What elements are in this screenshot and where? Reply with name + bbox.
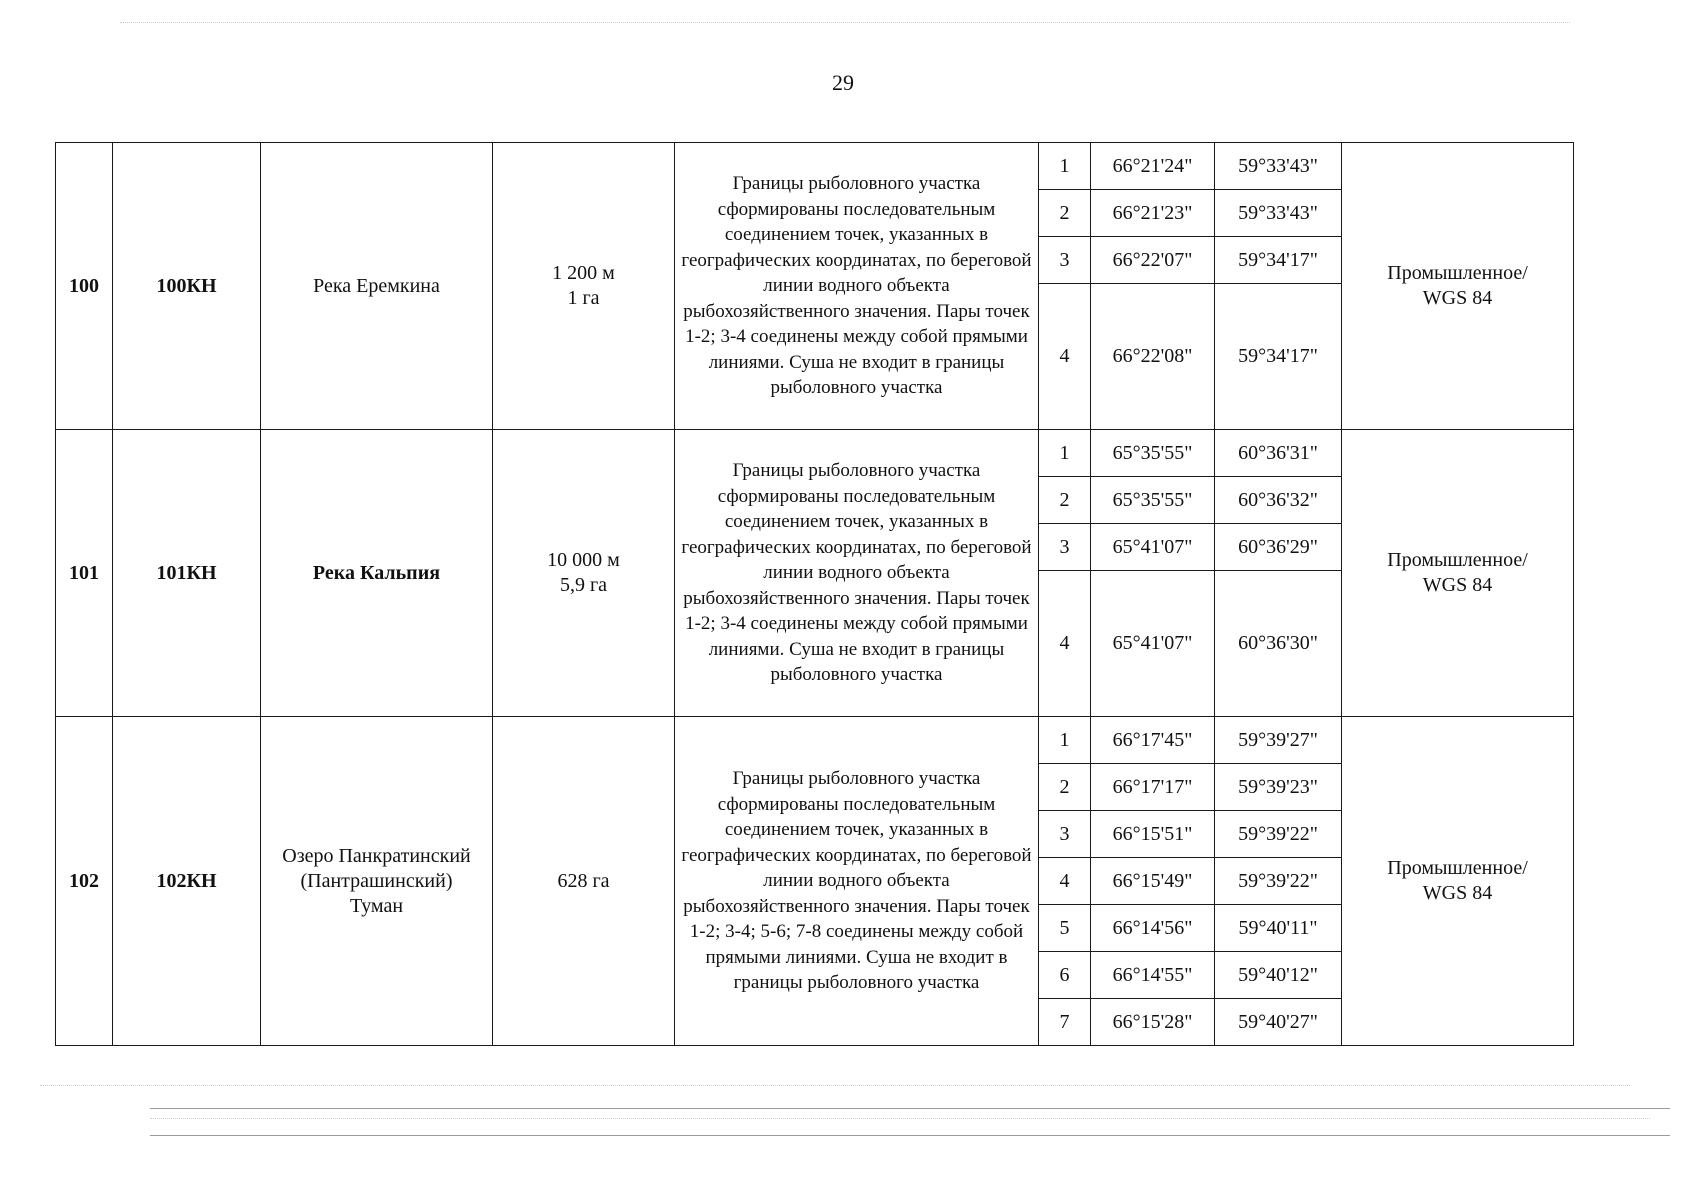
latitude: 66°21'23" xyxy=(1091,190,1215,237)
scan-artifact-top xyxy=(120,22,1570,23)
point-number: 3 xyxy=(1039,237,1091,284)
latitude: 65°35'55" xyxy=(1091,477,1215,524)
point-number: 5 xyxy=(1039,905,1091,952)
fishery-type: Промышленное/ WGS 84 xyxy=(1342,430,1574,717)
longitude: 60°36'30" xyxy=(1215,571,1342,717)
scan-artifact-bottom-1 xyxy=(40,1085,1630,1086)
table-row xyxy=(56,717,1574,764)
area-size: 10 000 м 5,9 га xyxy=(493,430,675,717)
water-body-name: Река Еремкина xyxy=(261,143,493,430)
point-number: 1 xyxy=(1039,143,1091,190)
latitude: 65°41'07" xyxy=(1091,524,1215,571)
latitude: 66°15'28" xyxy=(1091,999,1215,1046)
row-number: 100 xyxy=(56,143,113,430)
boundary-description: Границы рыболовного участка сформированы последовательным соединением точек, указанных в географических координатах, по береговой линии водного объекта рыбохозяйственного значения. Пары точек 1-2; 3-4 соединены между собой прямыми линиями. Суша не входит в границы рыболовного участка xyxy=(675,430,1039,717)
fishery-type: Промышленное/ WGS 84 xyxy=(1342,143,1574,430)
row-number: 102 xyxy=(56,717,113,1046)
longitude: 59°33'43" xyxy=(1215,143,1342,190)
latitude: 66°14'55" xyxy=(1091,952,1215,999)
table-row xyxy=(56,143,1574,190)
footer-rule-1 xyxy=(150,1108,1670,1109)
latitude: 66°22'07" xyxy=(1091,237,1215,284)
fishery-type: Промышленное/ WGS 84 xyxy=(1342,717,1574,1046)
water-body-name: Река Кальпия xyxy=(261,430,493,717)
point-number: 4 xyxy=(1039,284,1091,430)
point-number: 2 xyxy=(1039,477,1091,524)
point-number: 3 xyxy=(1039,811,1091,858)
fishing-areas-table xyxy=(55,142,1574,1046)
boundary-description: Границы рыболовного участка сформированы последовательным соединением точек, указанных в географических координатах, по береговой линии водного объекта рыбохозяйственного значения. Пары точек 1-2; 3-4 соединены между собой прямыми линиями. Суша не входит в границы рыболовного участка xyxy=(675,143,1039,430)
area-size: 628 га xyxy=(493,717,675,1046)
point-number: 2 xyxy=(1039,764,1091,811)
water-body-name: Озеро Панкратинский (Пантрашинский) Туман xyxy=(261,717,493,1046)
footer-rule-2 xyxy=(150,1135,1670,1136)
latitude: 66°15'51" xyxy=(1091,811,1215,858)
point-number: 1 xyxy=(1039,430,1091,477)
latitude: 66°15'49" xyxy=(1091,858,1215,905)
point-number: 3 xyxy=(1039,524,1091,571)
longitude: 59°40'27" xyxy=(1215,999,1342,1046)
latitude: 65°35'55" xyxy=(1091,430,1215,477)
longitude: 60°36'29" xyxy=(1215,524,1342,571)
boundary-description: Границы рыболовного участка сформированы последовательным соединением точек, указанных в географических координатах, по береговой линии водного объекта рыбохозяйственного значения. Пары точек 1-2; 3-4; 5-6; 7-8 соединены между собой прямыми линиями. Суша не входит в границы рыболовного участка xyxy=(675,717,1039,1046)
point-number: 7 xyxy=(1039,999,1091,1046)
longitude: 59°40'12" xyxy=(1215,952,1342,999)
scan-artifact-bottom-2 xyxy=(150,1118,1650,1119)
longitude: 59°39'22" xyxy=(1215,858,1342,905)
latitude: 65°41'07" xyxy=(1091,571,1215,717)
point-number: 6 xyxy=(1039,952,1091,999)
longitude: 59°39'22" xyxy=(1215,811,1342,858)
area-code: 100КН xyxy=(113,143,261,430)
longitude: 59°33'43" xyxy=(1215,190,1342,237)
latitude: 66°14'56" xyxy=(1091,905,1215,952)
point-number: 4 xyxy=(1039,858,1091,905)
longitude: 60°36'31" xyxy=(1215,430,1342,477)
longitude: 59°34'17" xyxy=(1215,237,1342,284)
longitude: 59°39'23" xyxy=(1215,764,1342,811)
row-number: 101 xyxy=(56,430,113,717)
point-number: 4 xyxy=(1039,571,1091,717)
area-size: 1 200 м 1 га xyxy=(493,143,675,430)
table-body xyxy=(56,143,1574,1046)
latitude: 66°22'08" xyxy=(1091,284,1215,430)
table-row xyxy=(56,430,1574,477)
area-code: 101КН xyxy=(113,430,261,717)
latitude: 66°17'17" xyxy=(1091,764,1215,811)
page-number: 29 xyxy=(832,70,854,95)
area-code: 102КН xyxy=(113,717,261,1046)
latitude: 66°17'45" xyxy=(1091,717,1215,764)
point-number: 1 xyxy=(1039,717,1091,764)
latitude: 66°21'24" xyxy=(1091,143,1215,190)
longitude: 59°40'11" xyxy=(1215,905,1342,952)
point-number: 2 xyxy=(1039,190,1091,237)
longitude: 60°36'32" xyxy=(1215,477,1342,524)
longitude: 59°39'27" xyxy=(1215,717,1342,764)
longitude: 59°34'17" xyxy=(1215,284,1342,430)
